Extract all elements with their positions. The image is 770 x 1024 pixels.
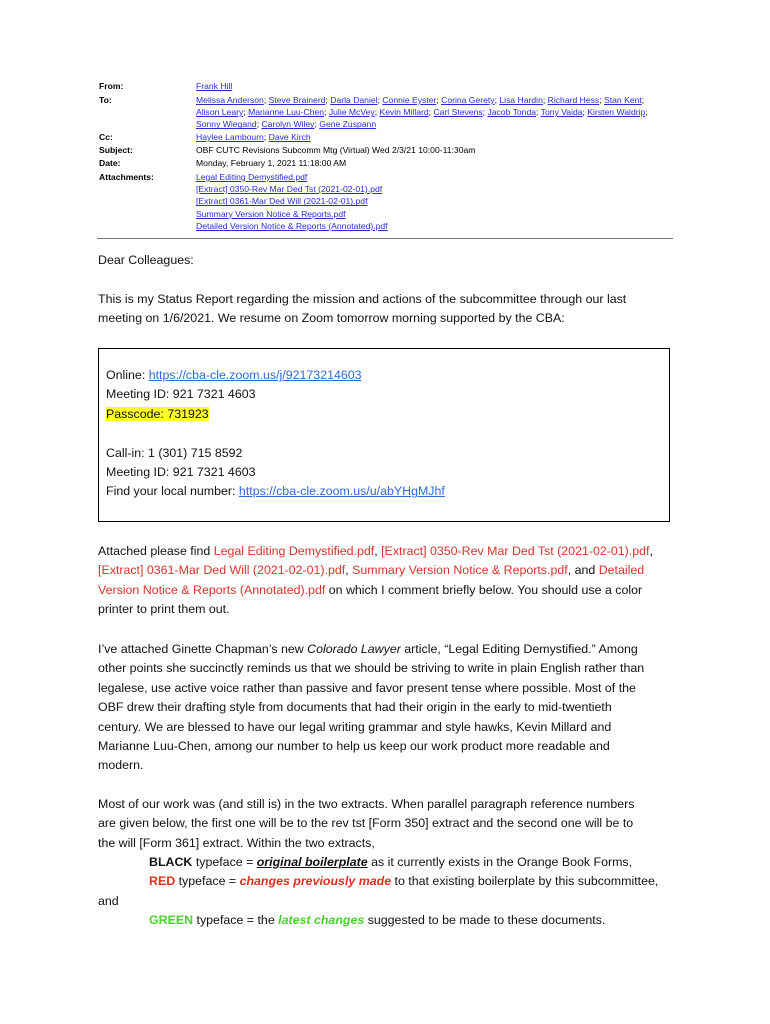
separator: ;: [482, 107, 488, 118]
intro-line: meeting on 1/6/2021. We resume on Zoom tomorrow morning supported by the CBA:: [98, 311, 565, 326]
text: Marianne Luu-Chen, among our number to help us keep our work product more readable and: [98, 739, 610, 754]
text: ,: [345, 563, 353, 578]
online-label: Online:: [106, 368, 149, 382]
from-link[interactable]: Frank Hill: [196, 81, 233, 91]
recipient-link[interactable]: Jacob Tonda: [487, 107, 537, 118]
attachment-link[interactable]: Summary Version Notice & Reports.pdf: [196, 208, 346, 219]
separator: ;: [325, 95, 331, 105]
separator: ;: [324, 107, 329, 118]
separator: ;: [314, 119, 320, 130]
local-number-label: Find your local number:: [106, 484, 239, 499]
text: printer to print them out.: [98, 602, 230, 617]
text: ,: [374, 544, 382, 558]
attachment-link[interactable]: Detailed Version Notice & Reports (Annotated).pdf: [196, 220, 388, 231]
recipient-link[interactable]: Dave Kirch: [268, 132, 311, 142]
text: on which I comment briefly below. You should use a color: [325, 582, 643, 597]
zoom-online-link[interactable]: https://cba-cle.zoom.us/j/92173214603: [148, 368, 362, 382]
text: typeface =: [192, 855, 257, 869]
date-label: Date:: [99, 158, 121, 168]
to-recipients: [196, 94, 658, 131]
recipient-link[interactable]: Sonny Wiegand: [196, 119, 257, 130]
recipient-link[interactable]: Darla Daniel: [330, 95, 378, 105]
separator: ;: [641, 95, 645, 105]
legend-term: original boilerplate: [256, 855, 368, 869]
legend-color-word: GREEN: [149, 913, 194, 927]
recipient-link[interactable]: Gene Zuspann: [319, 119, 377, 130]
attachment-ref: [Extract] 0350-Rev Mar Ded Tst (2021-02-01).pdf: [381, 544, 650, 558]
text: I’ve attached Ginette Chapman’s new: [98, 642, 308, 656]
recipient-link[interactable]: Kirsten Waldrip: [587, 107, 646, 118]
meeting-id: Meeting ID: 921 7321 4603: [106, 465, 256, 480]
text: typeface = the: [193, 913, 279, 927]
legend-and: and: [98, 894, 119, 908]
text: Attached please find: [98, 544, 214, 558]
attached-paragraph: [98, 542, 678, 620]
text: ,: [649, 544, 653, 558]
legend-green: [149, 911, 605, 930]
cc-label: Cc:: [99, 132, 113, 142]
attachment-link[interactable]: [Extract] 0350-Rev Mar Ded Tst (2021-02-01).pdf: [196, 184, 383, 195]
attachment-ref: Version Notice & Reports (Annotated).pdf: [98, 582, 326, 597]
separator: ;: [494, 95, 500, 105]
intro-paragraph: [98, 290, 678, 329]
from-label: From:: [99, 81, 124, 91]
subject-label: Subject:: [99, 145, 133, 155]
passcode: Passcode: 731923: [106, 406, 209, 421]
text: the will [Form 361] extract. Within the two extracts,: [98, 835, 375, 850]
recipient-link[interactable]: Alison Leary: [196, 107, 244, 118]
text: article, “Legal Editing Demystified.” Among: [400, 642, 638, 656]
zoom-info-box: [98, 348, 670, 522]
separator: ;: [542, 95, 548, 105]
recipient-link[interactable]: Julie McVey: [328, 107, 375, 118]
legend-red: [149, 872, 658, 891]
text: other points she succinctly reminds us that we should be striving to write in plain English rather than: [98, 661, 645, 676]
attachment-ref: Legal Editing Demystified.pdf: [213, 544, 375, 558]
legend-color-word: RED: [149, 874, 176, 888]
separator: ;: [436, 95, 442, 105]
attachment-ref: [Extract] 0361-Mar Ded Will (2021-02-01).pdf: [98, 563, 346, 578]
recipient-link[interactable]: Corina Gerety: [441, 95, 495, 105]
text: legalese, use active voice rather than passive and favor present tense where possible. Most of the: [98, 680, 636, 695]
legend-term: latest changes: [278, 913, 365, 927]
separator: ;: [428, 107, 434, 118]
text: are given below, the first one will be to the rev tst [Form 350] extract and the second one will be to: [98, 816, 634, 831]
intro-line: This is my Status Report regarding the mission and actions of the subcommittee through our last: [98, 292, 627, 306]
recipient-link[interactable]: Stan Kent: [604, 95, 642, 105]
separator: ;: [582, 107, 588, 118]
attachment-ref: Detailed: [598, 563, 645, 578]
recipient-link[interactable]: Tony Vaida: [540, 107, 583, 118]
to-label: To:: [99, 95, 112, 105]
separator: ;: [536, 107, 541, 118]
zoom-local-link[interactable]: https://cba-cle.zoom.us/u/abYHgMJhf: [238, 484, 445, 499]
recipient-link[interactable]: Haylee Lambourn: [196, 132, 264, 142]
text: century. We are blessed to have our legal writing grammar and style hawks, Kevin Millard and: [98, 719, 612, 734]
legend-color-word: BLACK: [149, 855, 193, 869]
recipient-link[interactable]: Marianne Luu-Chen: [248, 107, 325, 118]
recipient-link[interactable]: Richard Hess: [547, 95, 600, 105]
separator: ;: [263, 132, 269, 142]
callin-number: Call-in: 1 (301) 715 8592: [106, 445, 243, 460]
text: to that existing boilerplate by this subcommittee,: [391, 874, 659, 888]
recipient-link[interactable]: Melissa Anderson: [196, 95, 264, 105]
attachment-link[interactable]: Legal Editing Demystified.pdf: [196, 172, 308, 182]
separator: ;: [243, 107, 249, 118]
recipient-link[interactable]: Lisa Hardin: [499, 95, 543, 105]
text: typeface =: [175, 874, 240, 888]
text: modern.: [98, 758, 144, 773]
separator: ;: [374, 107, 380, 118]
separator: ;: [599, 95, 605, 105]
work-paragraph: [98, 795, 678, 853]
date-value: Monday, February 1, 2021 11:18:00 AM: [196, 158, 347, 168]
greeting: Dear Colleagues:: [98, 253, 194, 267]
text: , and: [567, 563, 599, 578]
recipient-link[interactable]: Connie Eyster: [382, 95, 437, 105]
recipient-link[interactable]: Carolyn Wiley: [261, 119, 315, 130]
separator: ;: [263, 95, 269, 105]
recipient-link[interactable]: Steve Brainerd: [268, 95, 326, 105]
attachments-list: [196, 171, 666, 232]
legend-black: [149, 853, 632, 872]
attachment-link[interactable]: [Extract] 0361-Mar Ded Will (2021-02-01).pdf: [196, 196, 368, 207]
separator: ;: [645, 107, 648, 118]
separator: ;: [377, 95, 383, 105]
chapman-paragraph: [98, 640, 678, 776]
attachments-label: Attachments:: [99, 172, 154, 182]
cc-recipients: [196, 131, 666, 143]
text: Most of our work was (and still is) in the two extracts. When parallel paragraph reference numbers: [98, 797, 635, 811]
legend-term: changes previously made: [239, 874, 392, 888]
publication-title: Colorado Lawyer: [307, 642, 401, 656]
text: OBF drew their drafting style from documents that had their origin in the early to mid-twentieth: [98, 700, 612, 715]
recipient-link[interactable]: Kevin Millard: [379, 107, 429, 118]
attachment-ref: Summary Version Notice & Reports.pdf: [352, 563, 568, 578]
subject-value: OBF CUTC Revisions Subcomm Mtg (Virtual) Wed 2/3/21 10:00-11:30am: [196, 145, 476, 155]
header-divider: [97, 238, 673, 239]
separator: ;: [256, 119, 262, 130]
meeting-id: Meeting ID: 921 7321 4603: [106, 387, 256, 402]
text: suggested to be made to these documents.: [364, 913, 606, 927]
text: as it currently exists in the Orange Book Forms,: [367, 855, 633, 869]
recipient-link[interactable]: Carl Stevens: [433, 107, 483, 118]
